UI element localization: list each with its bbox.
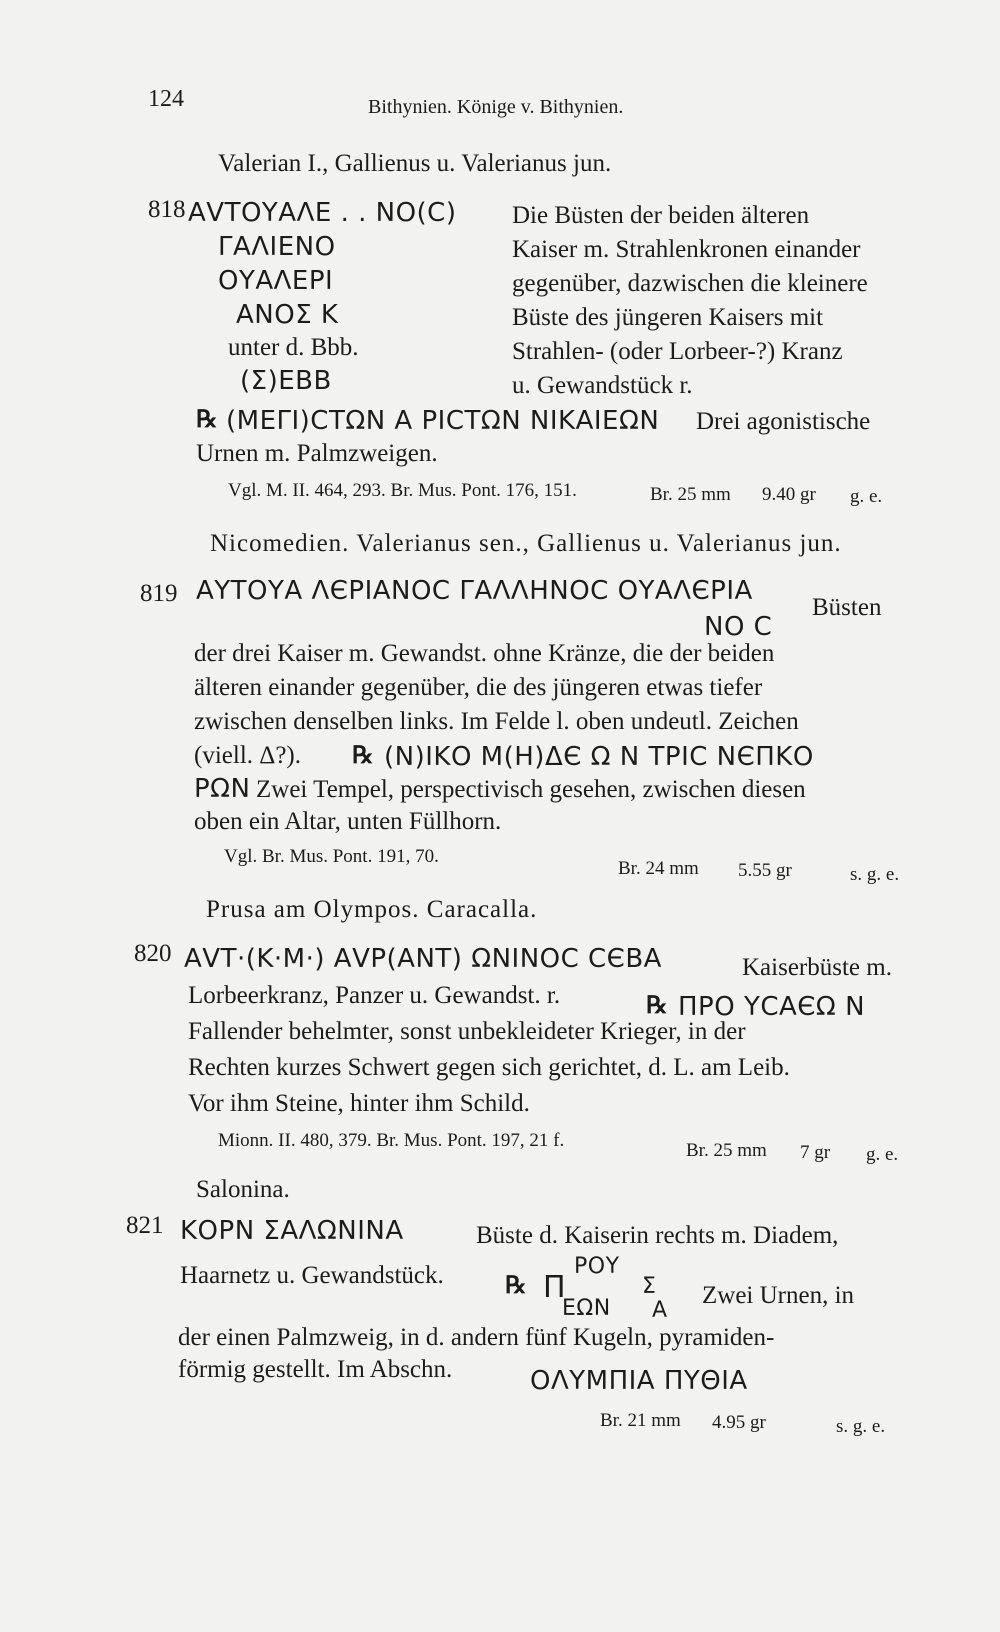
legend-word: Büsten [812, 594, 882, 621]
reverse-legend-right-top: Σ [642, 1274, 657, 1299]
obverse-legend-end: ΝΟ C [704, 612, 773, 642]
reverse-symbol-icon: ℞ [505, 1270, 527, 1299]
reverse-legend: (ΜΕΓΙ)CΤΩΝ Α ΡΙCΤΩΝ ΝΙΚΑΙΕΩΝ [226, 406, 660, 436]
reverse-legend: ΠΡΟ ΥCΑЄΩ Ν [678, 992, 866, 1022]
weight: 9.40 gr [762, 484, 816, 505]
description-line: Strahlen- (oder Lorbeer-?) Kranz [512, 338, 843, 365]
reference: Vgl. M. II. 464, 293. Br. Mus. Pont. 176, 151. [228, 480, 577, 501]
obverse-legend-line: ΟΥΑΛΕΡΙ [218, 266, 334, 296]
description-line: Die Büsten der beiden älteren [512, 202, 810, 229]
grade: g. e. [850, 486, 883, 507]
entry-number: 820 [134, 940, 172, 967]
description-line: der drei Kaiser m. Gewandst. ohne Kränze, die der beiden [194, 640, 775, 667]
obverse-legend: ΚΟΡΝ ΣΑΛΩΝΙΝΑ [180, 1216, 404, 1246]
description-line: Rechten kurzes Schwert gegen sich gerichtet, d. L. am Leib. [188, 1054, 790, 1081]
description-line: Büste des jüngeren Kaisers mit [512, 304, 824, 331]
legend-note: unter d. Bbb. [228, 334, 359, 361]
obverse-legend-line: ΑΝΟΣ Κ [236, 300, 339, 330]
reverse-symbol-icon: ℞ [352, 740, 374, 769]
entry-number: 819 [140, 580, 178, 607]
legend-tail: Büste d. Kaiserin rechts m. Diadem, [476, 1222, 839, 1249]
reverse-symbol-icon: ℞ [646, 990, 668, 1019]
description-line: Lorbeerkranz, Panzer u. Gewandst. r. [188, 982, 561, 1009]
section-heading-nicomedien: Nicomedien. Valerianus sen., Gallienus u. Valerianus jun. [210, 530, 842, 557]
reverse-description: Urnen m. Palmzweigen. [196, 440, 438, 467]
description-line: förmig gestellt. Im Abschn. [178, 1356, 453, 1383]
description-line: Zwei Tempel, perspectivisch gesehen, zwischen diesen [256, 776, 806, 803]
description-line: Vor ihm Steine, hinter ihm Schild. [188, 1090, 530, 1117]
weight: 7 gr [800, 1142, 831, 1163]
reverse-description: Drei agonistische [696, 408, 871, 435]
reverse-legend-right-bottom: Α [652, 1298, 668, 1323]
description-line: gegenüber, dazwischen die kleinere [512, 270, 868, 297]
entry-number: 818 [148, 196, 186, 223]
obverse-legend-line: ΓΑΛΙΕΝΟ [218, 232, 336, 262]
metal-size: Br. 21 mm [600, 1410, 681, 1431]
metal-size: Br. 24 mm [618, 858, 699, 879]
reverse-legend: (Ν)ΙΚΟ Μ(Η)ΔЄ Ω Ν ΤΡΙC ΝЄΠΚΟ [384, 742, 814, 772]
reverse-legend: ΡΩΝ [194, 774, 251, 804]
obverse-legend: ΑVΤ·(Κ·Μ·) ΑVΡ(ΑΝΤ) ΩΝΙΝΟC CЄΒΑ [184, 944, 662, 974]
description-line: Zwei Urnen, in [702, 1282, 855, 1309]
metal-size: Br. 25 mm [650, 484, 731, 505]
exergue-legend: ΟΛΥΜΠΙΑ ΠΥΘΙΑ [530, 1366, 748, 1396]
obverse-legend: ΑΥΤΟΥΑ ΛЄΡΙΑΝΟC ΓΑΛΛΗΝΟC ΟΥΑΛЄΡΙΑ [196, 576, 753, 606]
obverse-legend-line: (Σ)ΕΒΒ [240, 366, 332, 396]
metal-size: Br. 25 mm [686, 1140, 767, 1161]
description-line: Haarnetz u. Gewandstück. [180, 1262, 444, 1289]
reverse-legend-left: Π [543, 1270, 567, 1305]
running-title: Bithynien. Könige v. Bithynien. [368, 96, 624, 118]
obverse-legend-line: ΑVΤΟΥΑΛΕ . . ΝΟ(C) [188, 198, 457, 228]
reverse-legend-bottom: ΕΩΝ [562, 1296, 611, 1321]
entry-number: 821 [126, 1212, 164, 1239]
description-line: Kaiser m. Strahlenkronen einander [512, 236, 861, 263]
grade: s. g. e. [850, 864, 900, 885]
description-line: Fallender behelmter, sonst unbekleideter Krieger, in der [188, 1018, 746, 1045]
page-number: 124 [148, 86, 184, 112]
grade: g. e. [866, 1144, 899, 1165]
weight: 5.55 gr [738, 860, 792, 881]
description-line: oben ein Altar, unten Füllhorn. [194, 808, 502, 835]
description-line: älteren einander gegenüber, die des jüngeren etwas tiefer [194, 674, 763, 701]
section-heading-valerian: Valerian I., Gallienus u. Valerianus jun. [218, 150, 612, 177]
reference: Mionn. II. 480, 379. Br. Mus. Pont. 197, 21 f. [218, 1130, 565, 1151]
description-line: (viell. Δ?). [194, 742, 302, 769]
description-line: der einen Palmzweig, in d. andern fünf Kugeln, pyramiden- [178, 1324, 775, 1351]
weight: 4.95 gr [712, 1412, 766, 1433]
legend-tail: Kaiserbüste m. [742, 954, 892, 981]
reverse-legend-top: ΡΟΥ [574, 1254, 620, 1279]
description-line: zwischen denselben links. Im Felde l. oben undeutl. Zeichen [194, 708, 799, 735]
section-heading-prusa: Prusa am Olympos. Caracalla. [206, 896, 538, 923]
reverse-symbol-icon: ℞ [196, 404, 218, 433]
section-heading-salonina: Salonina. [196, 1176, 290, 1203]
grade: s. g. e. [836, 1416, 886, 1437]
description-line: u. Gewandstück r. [512, 372, 693, 399]
reference: Vgl. Br. Mus. Pont. 191, 70. [224, 846, 439, 867]
